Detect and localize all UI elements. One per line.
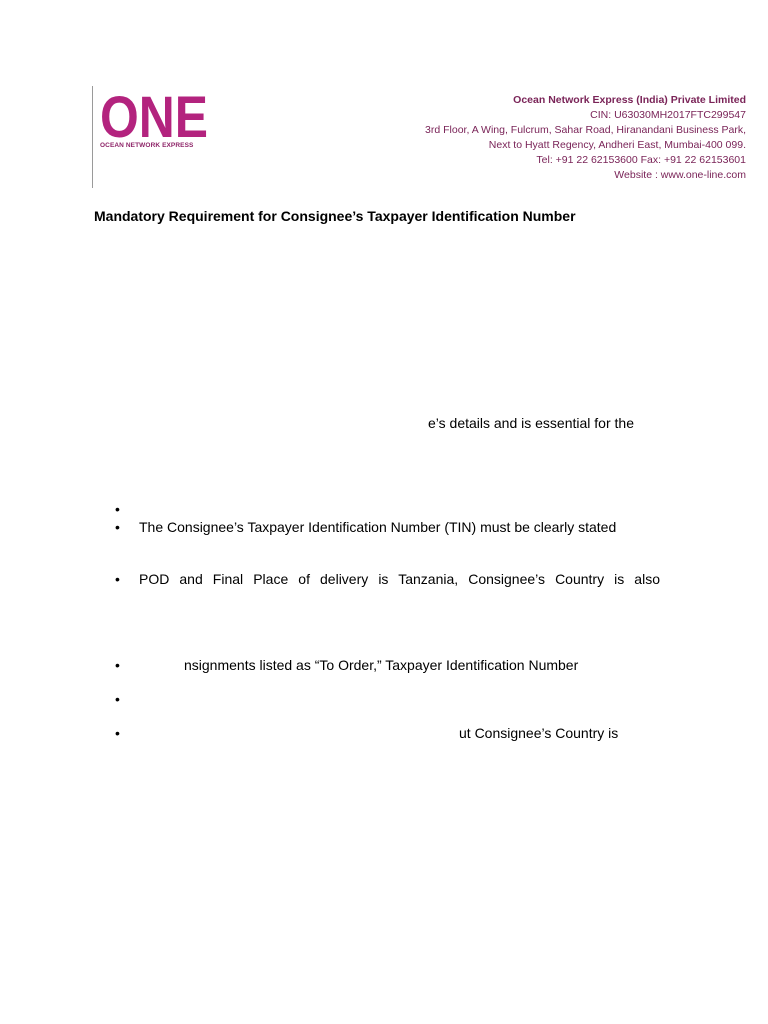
company-logo xyxy=(100,93,212,149)
bullet-text: POD and Final Place of delivery is Tanzania, Consignee’s Country is also xyxy=(139,571,660,587)
bullet-marker: • xyxy=(115,691,120,707)
company-details xyxy=(425,93,746,183)
company-address-line1: 3rd Floor, A Wing, Fulcrum, Sahar Road, Hiranandani Business Park, xyxy=(425,124,746,136)
company-phone-fax: Tel: +91 22 62153600 Fax: +91 22 62153601 xyxy=(536,154,746,166)
bullet-marker: • xyxy=(115,519,120,535)
bullet-text: ut Consignee’s Country is xyxy=(459,725,619,741)
bullet-marker: • xyxy=(115,657,120,673)
letterhead-divider xyxy=(92,86,93,188)
company-cin: CIN: U63030MH2017FTC299547 xyxy=(590,109,746,121)
company-name: Ocean Network Express (India) Private Limited xyxy=(513,94,746,106)
document-title: Mandatory Requirement for Consignee’s Taxpayer Identification Number xyxy=(94,208,576,224)
bullet-text: The Consignee’s Taxpayer Identification Number (TIN) must be clearly stated xyxy=(139,519,617,535)
company-website: Website : www.one-line.com xyxy=(614,169,746,181)
logo-wordmark: ONE xyxy=(100,93,208,139)
company-address-line2: Next to Hyatt Regency, Andheri East, Mumbai-400 099. xyxy=(488,139,746,151)
bullet-marker: • xyxy=(115,725,120,741)
logo-subtitle: OCEAN NETWORK EXPRESS xyxy=(100,142,194,149)
one-logo-mark xyxy=(100,93,210,139)
paragraph-fragment: e’s details and is essential for the xyxy=(428,415,634,431)
bullet-text: nsignments listed as “To Order,” Taxpayer Identification Number xyxy=(184,657,579,673)
bullet-marker: • xyxy=(115,501,120,517)
bullet-marker: • xyxy=(115,571,120,587)
